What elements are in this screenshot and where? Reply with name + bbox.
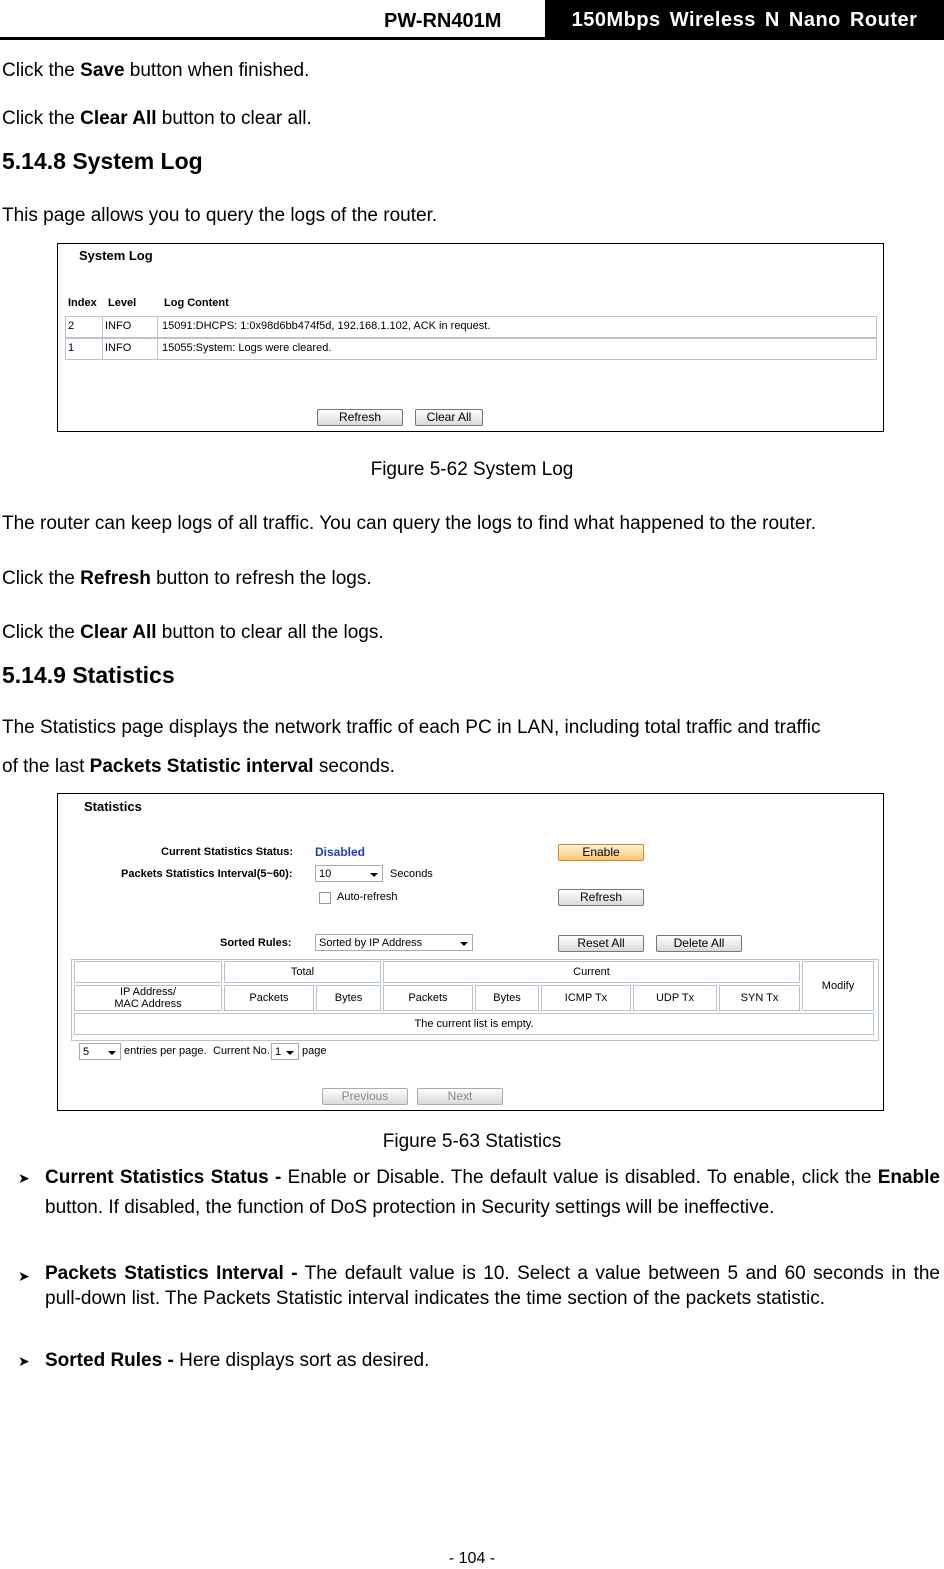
figure-title: Statistics	[84, 799, 142, 814]
figure-title: System Log	[79, 248, 153, 263]
auto-refresh-label: Auto-refresh	[337, 891, 398, 903]
system-log-figure	[57, 243, 884, 432]
header-model: PW-RN401M	[384, 10, 502, 32]
refresh-button[interactable]: Refresh	[558, 889, 644, 906]
table-row	[65, 338, 877, 360]
ip-mac-header: IP Address/ MAC Address	[74, 985, 222, 1011]
refresh-instruction: Click the Refresh button to refresh the logs.	[2, 568, 372, 589]
current-packets-header: Packets	[383, 985, 473, 1011]
seconds-label: Seconds	[390, 868, 433, 880]
bullet-current-status: Current Statistics Status - Enable or Disable. The default value is disabled. To enable, click the Enable button. If disabled, the function of DoS protection in Security settings will be ineffective.	[45, 1167, 940, 1218]
status-value: Disabled	[315, 845, 366, 859]
delete-all-button[interactable]: Delete All	[656, 935, 742, 952]
total-bytes-header: Bytes	[316, 985, 381, 1011]
clear-all-button[interactable]: Clear All	[415, 409, 483, 426]
sorted-rules-label: Sorted Rules:	[220, 937, 292, 949]
bullet-sorted-rules: Sorted Rules - Here displays sort as desired.	[45, 1350, 430, 1371]
bullet-arrow-icon: ➤	[18, 1353, 30, 1369]
row-level: INFO	[105, 342, 132, 354]
enable-button[interactable]: Enable	[558, 844, 644, 861]
current-no-select[interactable]: 1	[271, 1043, 299, 1060]
figure-caption-63: Figure 5-63 Statistics	[382, 1131, 562, 1152]
row-level: INFO	[105, 320, 132, 332]
table-row	[65, 316, 877, 338]
total-packets-header: Packets	[224, 985, 314, 1011]
row-content: 15055:System: Logs were cleared.	[162, 342, 332, 354]
current-no-label: Current No.	[213, 1045, 270, 1057]
clear-logs-instruction: Click the Clear All button to clear all the logs.	[2, 622, 384, 643]
next-button[interactable]: Next	[417, 1088, 503, 1105]
col-level: Level	[108, 297, 137, 309]
statistics-figure	[57, 793, 884, 1111]
section-heading-statistics: 5.14.9 Statistics	[2, 662, 175, 688]
auto-refresh-checkbox[interactable]	[319, 892, 331, 904]
blank-header	[74, 961, 222, 983]
bullet-interval: Packets Statistics Interval - The default value is 10. Select a value between 5 and 60 seconds in the pull-down list. The Packets Statistic interval indicates the time section of the packets statistic.	[45, 1263, 940, 1309]
bullet-arrow-icon: ➤	[18, 1268, 30, 1284]
row-index: 1	[68, 342, 75, 354]
interval-select[interactable]: 10	[315, 865, 383, 882]
bullet-arrow-icon: ➤	[18, 1170, 30, 1186]
header-product: 150Mbps Wireless N Nano Router	[545, 0, 944, 40]
refresh-button[interactable]: Refresh	[317, 409, 403, 426]
statistics-description-2: of the last Packets Statistic interval seconds.	[2, 756, 395, 777]
col-log-content: Log Content	[164, 297, 229, 309]
row-index: 2	[68, 320, 75, 332]
previous-button[interactable]: Previous	[322, 1088, 408, 1105]
current-bytes-header: Bytes	[475, 985, 539, 1011]
section-heading-system-log: 5.14.8 System Log	[2, 148, 203, 174]
page-number: - 104 -	[448, 1550, 496, 1567]
modify-header: Modify	[802, 961, 874, 1011]
icmp-tx-header: ICMP Tx	[541, 985, 631, 1011]
clear-instruction: Click the Clear All button to clear all.	[2, 108, 312, 129]
udp-tx-header: UDP Tx	[633, 985, 717, 1011]
statistics-description-1: The Statistics page displays the network traffic of each PC in LAN, including total traffic and traffic	[2, 717, 821, 738]
reset-all-button[interactable]: Reset All	[558, 935, 644, 952]
sorted-rules-select[interactable]: Sorted by IP Address	[315, 934, 473, 951]
syn-tx-header: SYN Tx	[719, 985, 800, 1011]
total-header: Total	[224, 961, 381, 983]
save-instruction: Click the Save button when finished.	[2, 60, 310, 81]
system-log-description: This page allows you to query the logs of the router.	[2, 205, 438, 226]
col-index: Index	[68, 297, 97, 309]
status-label: Current Statistics Status:	[161, 846, 294, 858]
figure-caption-62: Figure 5-62 System Log	[370, 459, 574, 480]
page-label: page	[302, 1045, 327, 1057]
current-header: Current	[383, 961, 800, 983]
empty-list-message: The current list is empty.	[74, 1013, 874, 1035]
system-log-paragraph: The router can keep logs of all traffic. You can query the logs to find what happened to the router.	[2, 513, 817, 534]
per-page-label: entries per page.	[124, 1045, 207, 1057]
header-rule	[0, 37, 944, 40]
row-content: 15091:DHCPS: 1:0x98d6bb474f5d, 192.168.1.102, ACK in request.	[162, 320, 491, 332]
interval-label: Packets Statistics Interval(5~60):	[121, 868, 293, 880]
per-page-select[interactable]: 5	[79, 1043, 121, 1060]
